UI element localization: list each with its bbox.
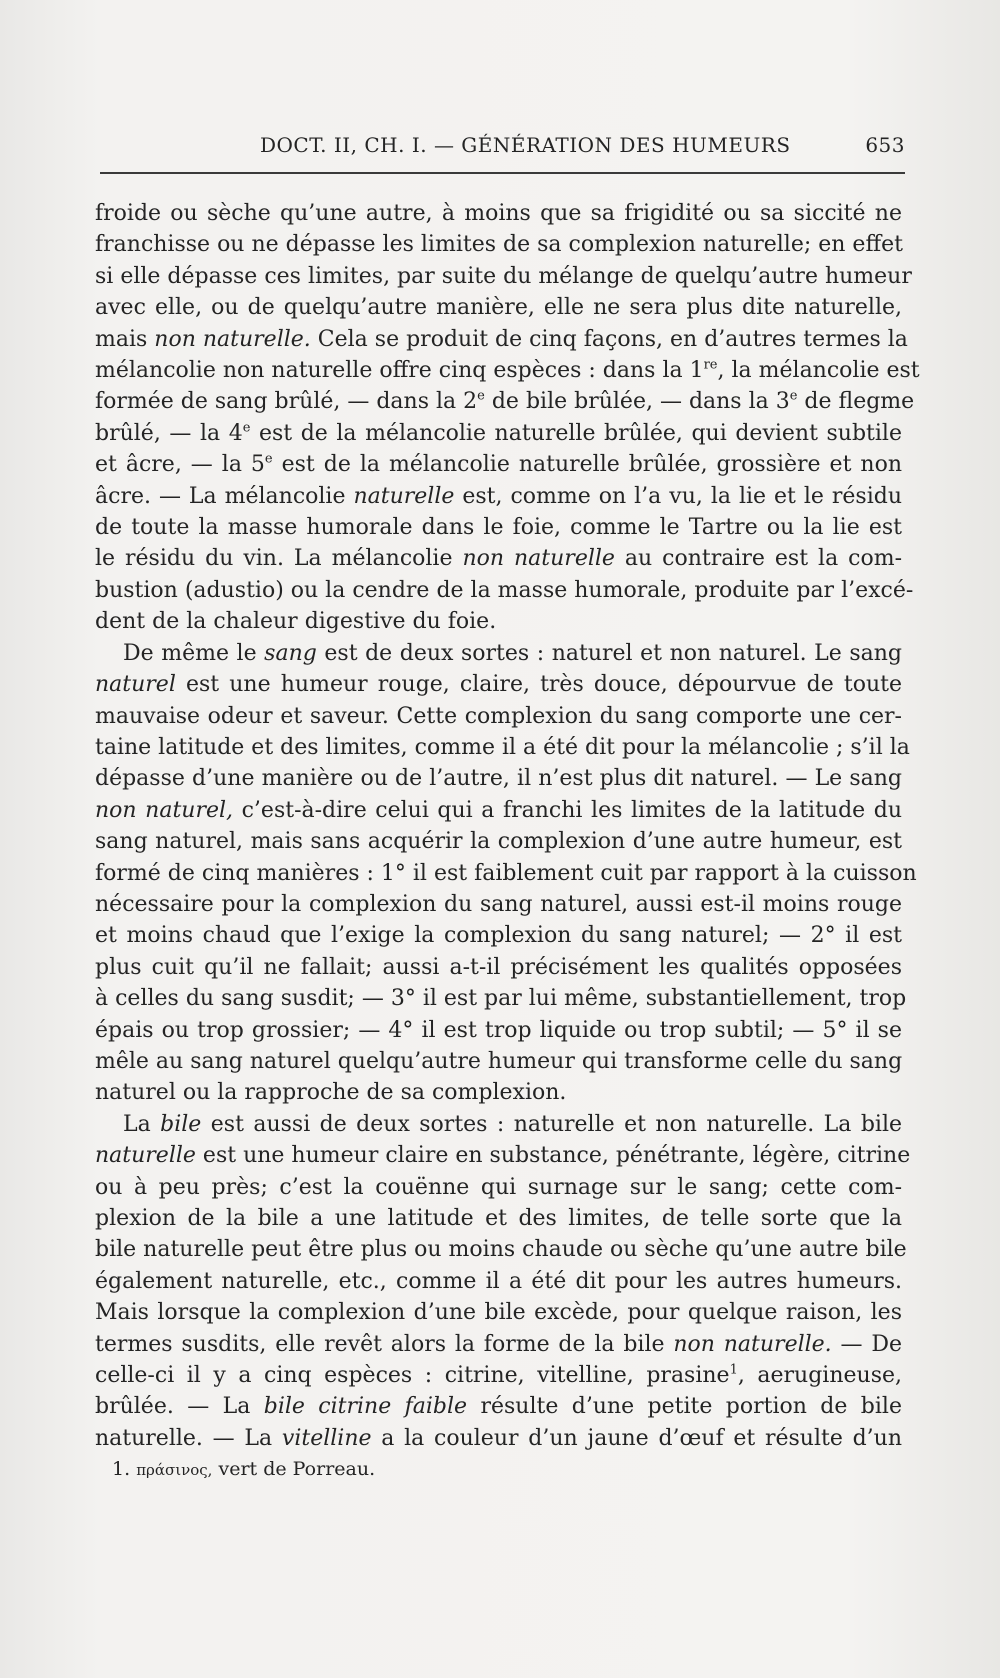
- text-line: taine latitude et des limites, comme il a été dit pour la mélancolie ; s’il la: [95, 734, 910, 760]
- text-line: si elle dépasse ces limites, par suite du mélange de quelqu’autre humeur: [95, 263, 912, 289]
- text-line: nécessaire pour la complexion du sang naturel, aussi est-il moins rouge: [95, 891, 902, 917]
- text-line: naturel est une humeur rouge, claire, très douce, dépourvue de toute: [95, 672, 902, 698]
- text-line: termes susdits, elle revêt alors la forme de la bile non naturelle. — De: [95, 1331, 902, 1357]
- text-line: épais ou trop grossier; — 4° il est trop liquide ou trop subtil; — 5° il se: [95, 1017, 902, 1043]
- text-line: formé de cinq manières : 1° il est faiblement cuit par rapport à la cuisson: [95, 860, 917, 886]
- text-line: mais non naturelle. Cela se produit de cinq façons, en d’autres termes la: [95, 326, 908, 352]
- text-line: brûlée. — La bile citrine faible résulte d’une petite portion de bile: [95, 1394, 902, 1420]
- paragraph-2: [95, 638, 917, 1109]
- text-line: et âcre, — la 5e est de la mélancolie naturelle brûlée, grossière et non: [95, 451, 902, 478]
- text-line: âcre. — La mélancolie naturelle est, comme on l’a vu, la lie et le résidu: [95, 483, 902, 509]
- text-line: naturel ou la rapproche de sa complexion.: [95, 1080, 567, 1106]
- text-line: formée de sang brûlé, — dans la 2e de bile brûlée, — dans la 3e de flegme: [95, 389, 915, 415]
- text-line: et moins chaud que l’exige la complexion du sang naturel; — 2° il est: [95, 923, 902, 949]
- footnote-text: vert de Porreau.: [212, 1458, 376, 1480]
- text-line: Mais lorsque la complexion d’une bile excède, pour quelque raison, les: [95, 1300, 902, 1326]
- text-line: le résidu du vin. La mélancolie non naturelle au contraire est la com-: [95, 546, 903, 572]
- text-line: non naturel, c’est-à-dire celui qui a franchi les limites de la latitude du: [95, 797, 903, 823]
- text-line: celle-ci il y a cinq espèces : citrine, vitelline, prasine$^1$, aerugineuse,: [95, 1362, 902, 1389]
- text-line: brûlé, — la 4e est de la mélancolie naturelle brûlée, qui devient subtile: [95, 420, 902, 446]
- text-line: mélancolie non naturelle offre cinq espèces : dans la 1re, la mélancolie est: [95, 357, 920, 384]
- text-line: à celles du sang susdit; — 3° il est par lui même, substantiellement, trop: [95, 986, 907, 1012]
- footnote-marker: 1: [729, 1362, 738, 1378]
- paragraph-1: [95, 198, 920, 638]
- text-line: La bile est aussi de deux sortes : naturelle et non naturelle. La bile: [123, 1111, 902, 1137]
- footnote-number: 1.: [112, 1458, 131, 1480]
- text-line: bile naturelle peut être plus ou moins chaude ou sèche qu’une autre bile: [95, 1237, 907, 1263]
- text-line: naturelle est une humeur claire en substance, pénétrante, légère, citrine: [95, 1143, 911, 1169]
- text-line: mauvaise odeur et saveur. Cette complexion du sang comporte une cer-: [95, 703, 902, 729]
- text-line: avec elle, ou de quelqu’autre manière, elle ne sera plus dite naturelle,: [95, 295, 902, 321]
- text-line: également naturelle, etc., comme il a été dit pour les autres humeurs.: [95, 1268, 902, 1294]
- text-line: naturelle. — La vitelline a la couleur d’un jaune d’œuf et résulte d’un: [95, 1425, 902, 1451]
- text-line: froide ou sèche qu’une autre, à moins que sa frigidité ou sa siccité ne: [95, 201, 902, 226]
- body-text: [95, 198, 920, 1454]
- text-line: dépasse d’une manière ou de l’autre, il n’est plus dit naturel. — Le sang: [95, 766, 902, 792]
- footnote: [112, 1458, 375, 1480]
- chapter-title: DOCT. II, CH. I. — GÉNÉRATION DES HUMEURS: [260, 133, 791, 157]
- text-line: franchisse ou ne dépasse les limites de sa complexion naturelle; en effet: [95, 232, 903, 258]
- text-line: plexion de la bile a une latitude et des limites, de telle sorte que la: [95, 1206, 902, 1231]
- text-line: De même le sang est de deux sortes : naturel et non naturel. Le sang: [123, 640, 902, 666]
- text-line: de toute la masse humorale dans le foie, comme le Tartre ou la lie est: [95, 515, 902, 541]
- text-line: plus cuit qu’il ne fallait; aussi a-t-il précisément les qualités opposées: [95, 954, 902, 980]
- text-line: bustion (adustio) ou la cendre de la masse humorale, produite par l’excé-: [95, 577, 914, 603]
- footnote-greek-word: πράσινος,: [136, 1461, 213, 1479]
- text-line: dent de la chaleur digestive du foie.: [95, 609, 497, 635]
- paragraph-3: [95, 1109, 911, 1454]
- text-line: mêle au sang naturel quelqu’autre humeur qui transforme celle du sang: [95, 1048, 903, 1074]
- header-rule: [100, 172, 905, 174]
- text-line: ou à peu près; c’est la couënne qui surnage sur le sang; cette com-: [95, 1174, 902, 1200]
- page-number: 653: [865, 133, 905, 157]
- text-line: sang naturel, mais sans acquérir la complexion d’une autre humeur, est: [95, 829, 902, 855]
